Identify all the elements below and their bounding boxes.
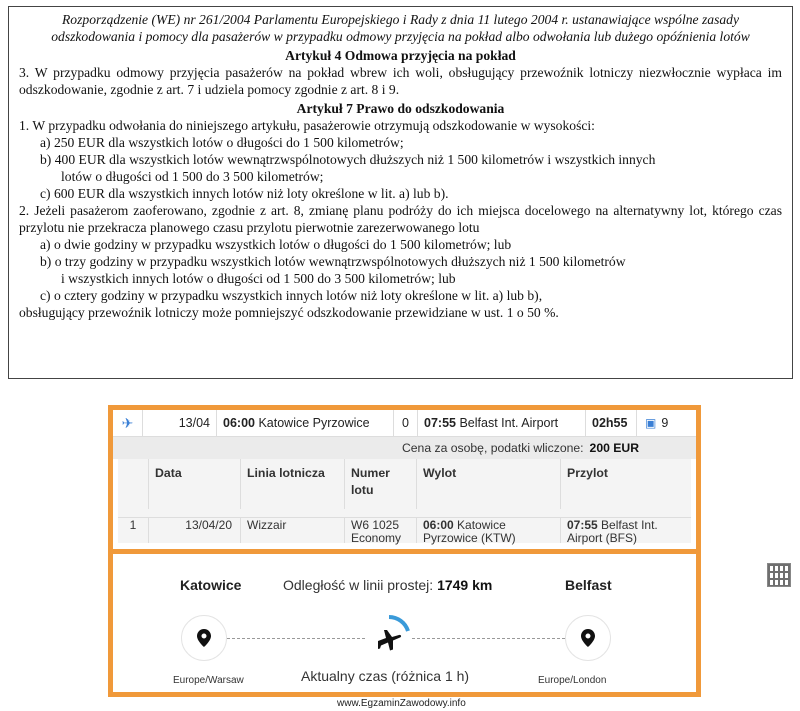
row-arrival-line1: Belfast Int. bbox=[601, 518, 658, 532]
destination-city: Belfast bbox=[565, 577, 612, 593]
flight-summary-row[interactable] bbox=[113, 410, 696, 437]
qr-code-icon bbox=[767, 563, 791, 587]
header-flight-number-line1: Numer bbox=[351, 466, 390, 480]
current-time-diff: Aktualny czas (różnica 1 h) bbox=[301, 668, 470, 684]
article-7-heading: Artykuł 7 Prawo do odszkodowania bbox=[296, 101, 505, 116]
price-label: Cena za osobę, podatki wliczone: bbox=[401, 441, 584, 455]
header-index bbox=[118, 459, 148, 509]
price-value: 200 EUR bbox=[589, 441, 639, 455]
airplane-progress-icon bbox=[366, 614, 412, 660]
header-flight-number-line2: lotu bbox=[351, 483, 374, 497]
article-7-item-2b-line2: i wszystkich innych lotów o długości od 1 500 do 3 500 kilometrów; lub bbox=[61, 271, 456, 286]
article-7-item-1a: a) 250 EUR dla wszystkich lotów o długości do 1 500 kilometrów; bbox=[40, 135, 404, 150]
article-4-heading: Artykuł 4 Odmowa przyjęcia na pokład bbox=[285, 48, 516, 63]
route-panel bbox=[113, 554, 696, 692]
header-departure: Wylot bbox=[416, 459, 560, 509]
article-7-item-2c: c) o cztery godziny w przypadku wszystkich innych lotów niż loty określone w lit. a) lub b), bbox=[40, 288, 543, 303]
airplane-icon: ✈ bbox=[113, 410, 143, 437]
article-7-item-1b-line1: b) 400 EUR dla wszystkich lotów wewnątrzwspólnotowych dłuższych niż 1 500 kilometrów i wszystkich innych bbox=[40, 152, 656, 167]
table-header bbox=[118, 459, 691, 509]
flight-departure bbox=[217, 410, 394, 437]
article-7-paragraph-1: 1. W przypadku odwołania do niniejszego artykułu, pasażerowie otrzymują odszkodowanie w wysokości: bbox=[19, 118, 595, 133]
flight-date: 13/04 bbox=[143, 410, 217, 437]
article-7-item-1b-line2: lotów o długości od 1 500 do 3 500 kilometrów; bbox=[61, 169, 324, 184]
duration-value: 02h55 bbox=[592, 416, 628, 430]
article-7-item-2b-line1: b) o trzy godziny w przypadku wszystkich lotów wewnątrzwspólnotowych dłuższych niż 1 500 kilometrów bbox=[40, 254, 626, 269]
flight-widget bbox=[108, 405, 701, 697]
row-flight-number-line1: W6 1025 bbox=[351, 518, 400, 532]
row-arrival bbox=[560, 518, 691, 543]
destination-location-pin-icon bbox=[565, 615, 611, 661]
header-arrival: Przylot bbox=[560, 459, 691, 509]
article-4-paragraph-3: 3. W przypadku odmowy przyjęcia pasażerów na pokład wbrew ich woli, obsługujący przewoźnik lotniczy niezwłocznie wypłaca im odszkodowanie, zgodnie z art. 7 i udziela pomocy zgodnie z art. 8 i 9. bbox=[19, 65, 782, 97]
distance-label: Odległość w linii prostej: bbox=[283, 577, 434, 593]
seats-available bbox=[637, 410, 696, 437]
row-date: 13/04/20 bbox=[148, 518, 240, 543]
row-arrival-line2: Airport (BFS) bbox=[567, 531, 638, 545]
header-airline: Linia lotnicza bbox=[240, 459, 344, 509]
row-flight-number bbox=[344, 518, 416, 543]
row-departure-time: 06:00 bbox=[423, 518, 454, 532]
article-7-paragraph-2: 2. Jeżeli pasażerom zaoferowano, zgodnie z art. 8, zmianę planu podróży do ich miejsca docelowego na alternatywny lot, którego czas przylotu nie przekracza planowego czasu przylotu pierwotnie zarezerwowanego lotu bbox=[19, 203, 782, 235]
row-departure bbox=[416, 518, 560, 543]
flight-arrival bbox=[418, 410, 586, 437]
row-index: 1 bbox=[129, 518, 137, 532]
departure-place: Katowice Pyrzowice bbox=[258, 416, 370, 430]
seats-count: 9 bbox=[661, 416, 669, 430]
destination-timezone: Europe/London bbox=[538, 675, 607, 686]
row-departure-line1: Katowice bbox=[457, 518, 506, 532]
article-7-item-1c: c) 600 EUR dla wszystkich innych lotów niż loty określone w lit. a) lub b). bbox=[40, 186, 449, 201]
flight-details-table bbox=[118, 459, 691, 543]
article-7-item-2a: a) o dwie godziny w przypadku wszystkich lotów o długości do 1 500 kilometrów; lub bbox=[40, 237, 512, 252]
flight-duration bbox=[586, 410, 637, 437]
arrival-time: 07:55 bbox=[424, 416, 456, 430]
row-airline: Wizzair bbox=[240, 518, 344, 543]
price-row bbox=[113, 437, 696, 459]
row-arrival-time: 07:55 bbox=[567, 518, 598, 532]
origin-timezone: Europe/Warsaw bbox=[173, 675, 244, 686]
seat-icon: ▣ bbox=[645, 416, 657, 430]
row-flight-class: Economy bbox=[351, 531, 402, 545]
header-flight-number bbox=[344, 459, 416, 509]
article-7-paragraph-2-end: obsługujący przewoźnik lotniczy może pomniejszyć odszkodowanie przewidziane w ust. 1 o 50 %. bbox=[19, 305, 559, 320]
site-watermark: www.EgzaminZawodowy.info bbox=[337, 698, 466, 709]
distance-text bbox=[283, 577, 492, 593]
distance-value: 1749 km bbox=[437, 577, 493, 593]
header-date: Data bbox=[148, 459, 240, 509]
regulation-title: Rozporządzenie (WE) nr 261/2004 Parlamentu Europejskiego i Rady z dnia 11 lutego 2004 r. ustanawiające wspólne zasady odszkodowania i pomocy dla pasażerów w przypadku odmowy przyjęcia na pokład albo odwołania lub dużego opóźnienia lotów bbox=[51, 12, 750, 44]
regulation-box bbox=[8, 6, 793, 379]
origin-location-pin-icon bbox=[181, 615, 227, 661]
arrival-place: Belfast Int. Airport bbox=[459, 416, 559, 430]
table-row bbox=[118, 517, 691, 543]
row-departure-line2: Pyrzowice (KTW) bbox=[423, 531, 516, 545]
stops-count: 0 bbox=[394, 410, 418, 437]
departure-time: 06:00 bbox=[223, 416, 255, 430]
origin-city: Katowice bbox=[180, 577, 242, 593]
